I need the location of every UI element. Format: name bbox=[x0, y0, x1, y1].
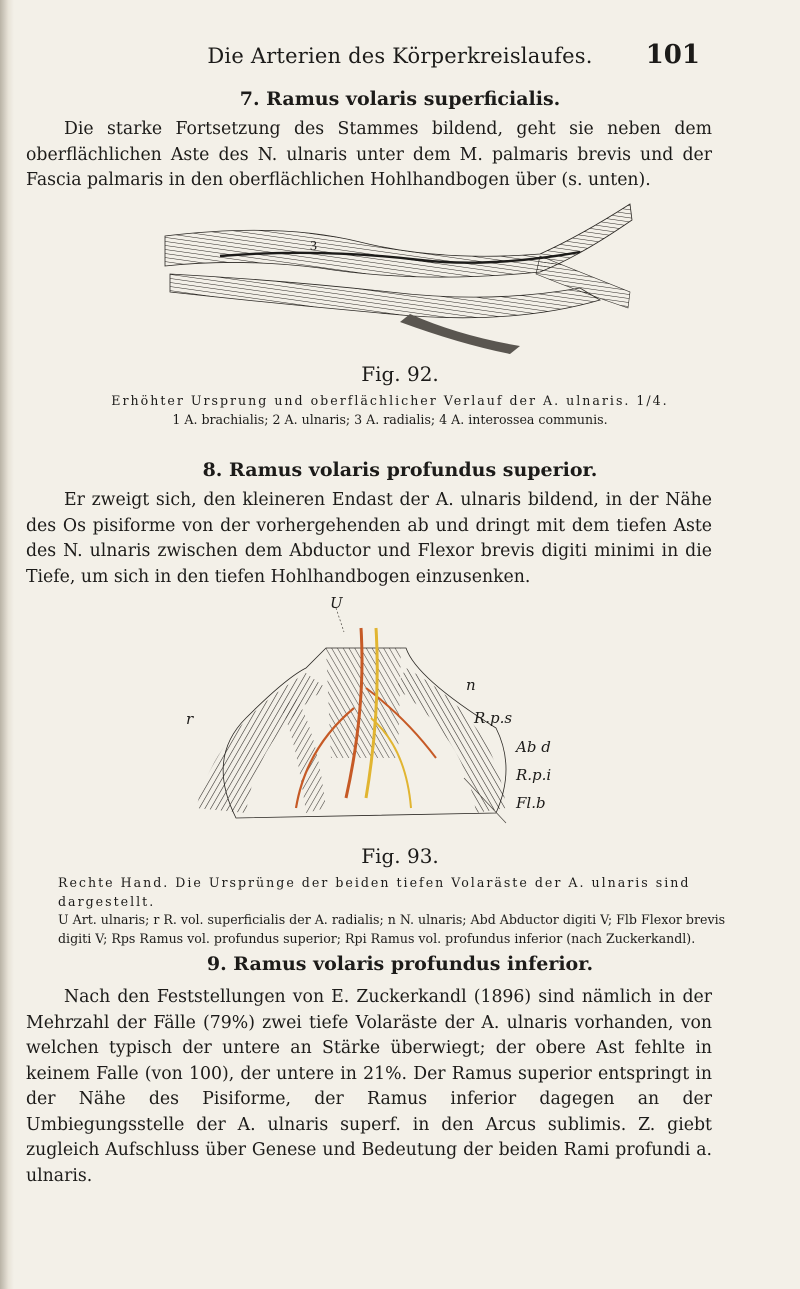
section-8-heading: 8. Ramus volaris profundus superior. bbox=[202, 459, 598, 481]
figure-93-caption-title: Rechte Hand. Die Ursprünge der beiden tiefen Volaräste der A. ulnaris sind dargestellt. bbox=[58, 875, 691, 909]
section-8-paragraph: Er zweigt sich, den kleineren Endast der A. ulnaris bildend, in der Nähe des Os pisiforme von der vorhergehenden ab und dringt mit dem tiefen Aste des N. ulnaris zwischen dem Abductor und Flexor brevis digiti minimi in die Tiefe, um sich in den tiefen Hohlhandbogen einzusenken. bbox=[26, 490, 712, 587]
section-8-text bbox=[26, 488, 712, 590]
section-9-text bbox=[26, 985, 712, 1189]
figure-93-label-n: n bbox=[466, 676, 476, 694]
figure-92-number: 3 bbox=[310, 239, 317, 254]
section-7-heading: 7. Ramus volaris superficialis. bbox=[239, 88, 561, 110]
section-7-text bbox=[26, 117, 712, 194]
figure-92-caption-legend: 1 A. brachialis; 2 A. ulnaris; 3 A. radialis; 4 A. interossea communis. bbox=[172, 411, 608, 427]
section-9-paragraph: Nach den Feststellungen von E. Zuckerkandl (1896) sind nämlich in der Mehrzahl der Fälle (79%) zwei tiefe Volaräste der A. ulnaris vorhanden, von welchen typisch der untere an Stärke überwiegt; der obere Ast fehlte in keinem Falle (von 100), der untere in 21%. Der Ramus superior entspringt in der Nähe des Pisiforme, der Ramus inferior dagegen an der Umbiegungsstelle der A. ulnaris superf. in den Arcus sublimis. Z. giebt zugleich Aufschluss über Genese und Bedeutung der beiden Rami profundi a. ulnaris. bbox=[26, 987, 712, 1186]
running-header bbox=[0, 38, 800, 78]
figure-92-caption-title: Erhöhter Ursprung und oberflächlicher Verlauf der A. ulnaris. 1/4. bbox=[111, 393, 669, 408]
page-number: 101 bbox=[645, 40, 700, 70]
section-7-paragraph: Die starke Fortsetzung des Stammes bildend, geht sie neben dem oberflächlichen Aste des N. ulnaris unter dem M. palmaris brevis und der Fascia palmaris in den oberflächlichen Hohlhandbogen über (s. unten). bbox=[26, 119, 712, 190]
figure-93-label: Fig. 93. bbox=[361, 844, 439, 868]
figure-93-caption bbox=[58, 874, 738, 948]
figure-93-label-rpi: R.p.i bbox=[516, 766, 552, 784]
figure-92-caption bbox=[60, 392, 720, 429]
figure-93-label-flb: Fl.b bbox=[516, 794, 546, 812]
page-binding-shadow bbox=[0, 0, 14, 1289]
figure-92-label: Fig. 92. bbox=[361, 362, 439, 386]
figure-92-illustration bbox=[160, 196, 640, 356]
figure-93-label-rps: R.p.s bbox=[474, 709, 513, 727]
figure-93-caption-legend: U Art. ulnaris; r R. vol. superficialis der A. radialis; n N. ulnaris; Abd Abductor digiti V; Flb Flexor brevis digiti V; Rps Ramus vol. profundus superior; Rpi Ramus vol. profundus inferior (nach Zuckerkandl). bbox=[58, 912, 726, 946]
section-9-heading: 9. Ramus volaris profundus inferior. bbox=[206, 953, 594, 975]
figure-93-label-u: U bbox=[330, 594, 343, 612]
figure-93-illustration bbox=[176, 608, 616, 828]
figure-93-label-abd: Ab d bbox=[516, 738, 551, 756]
header-title: Die Arterien des Körperkreislaufes. bbox=[207, 44, 593, 68]
figure-93-label-r: r bbox=[186, 710, 194, 728]
